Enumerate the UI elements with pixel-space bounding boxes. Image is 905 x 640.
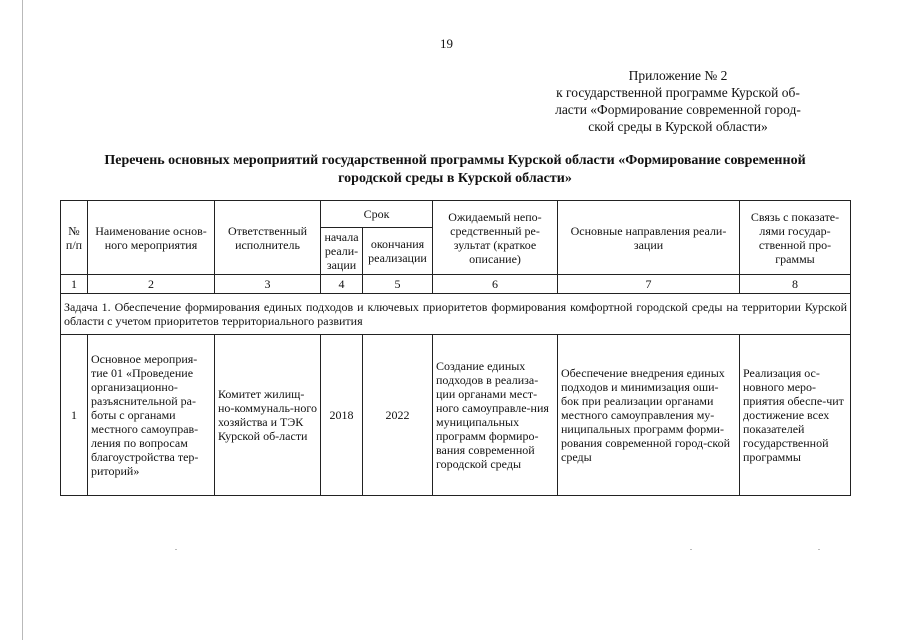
task-description: Задача 1. Обеспечение формирования единых подходов и ключевых приоритетов формирования комфортной городской среды на территории Курской области с учетом приоритетов территориального развития [61, 294, 851, 335]
header-term: Срок [321, 201, 433, 228]
row-executor: Комитет жилищ-но-коммуналь-ного хозяйства и ТЭК Курской об-ласти [215, 335, 321, 496]
scan-speck [175, 549, 177, 550]
column-number: 7 [558, 275, 740, 294]
column-number: 8 [740, 275, 851, 294]
header-no: № п/п [61, 201, 88, 275]
header-result: Ожидаемый непо-средственный ре-зультат (краткое описание) [433, 201, 558, 275]
header-directions: Основные направления реали-зации [558, 201, 740, 275]
appendix-line: Приложение № 2 [628, 68, 728, 83]
column-number-row [61, 275, 851, 294]
task-row [61, 294, 851, 335]
page-number: 19 [440, 36, 453, 51]
header-executor: Ответственный исполнитель [215, 201, 321, 275]
appendix-note [533, 67, 823, 135]
appendix-line: к государственной программе Курской об- [556, 85, 800, 100]
header-link: Связь с показате-лями государ-ственной про-граммы [740, 201, 851, 275]
header-term-end: окончания реализации [363, 228, 433, 275]
column-number: 3 [215, 275, 321, 294]
appendix-line: ской среды в Курской области» [588, 119, 768, 134]
row-start: 2018 [321, 335, 363, 496]
scan-speck [818, 549, 820, 550]
column-number: 4 [321, 275, 363, 294]
header-name: Наименование основ-ного мероприятия [88, 201, 215, 275]
measures-table [60, 200, 851, 496]
row-name: Основное мероприя-тие 01 «Проведение организационно-разъяснительной ра-боты с органами местного самоуправ-ления по вопросам благоустройства тер-риторий» [88, 335, 215, 496]
row-link: Реализация ос-новного меро-приятия обеспе-чит достижение всех показателей государственной программы [740, 335, 851, 496]
header-term-start: начала реали-зации [321, 228, 363, 275]
column-number: 1 [61, 275, 88, 294]
column-number: 2 [88, 275, 215, 294]
row-directions: Обеспечение внедрения единых подходов и минимизация оши-бок при реализации органами местного самоуправления му-ниципальных программ форми-рования современной город-ской среды [558, 335, 740, 496]
column-number: 5 [363, 275, 433, 294]
table-row [61, 335, 851, 496]
row-result: Создание единых подходов в реализа-ции органами мест-ного самоуправле-ния муниципальных программ формиро-вания современной городской среды [433, 335, 558, 496]
title-line: городской среды в Курской области» [338, 171, 572, 186]
header-row [61, 201, 851, 228]
row-no: 1 [61, 335, 88, 496]
scan-speck [690, 549, 692, 550]
row-end: 2022 [363, 335, 433, 496]
document-title [60, 152, 850, 188]
appendix-line: ласти «Формирование современной город- [555, 102, 801, 117]
title-line: Перечень основных мероприятий государственной программы Курской области «Формирование современной [104, 153, 806, 168]
column-number: 6 [433, 275, 558, 294]
scan-margin-line [22, 0, 23, 640]
